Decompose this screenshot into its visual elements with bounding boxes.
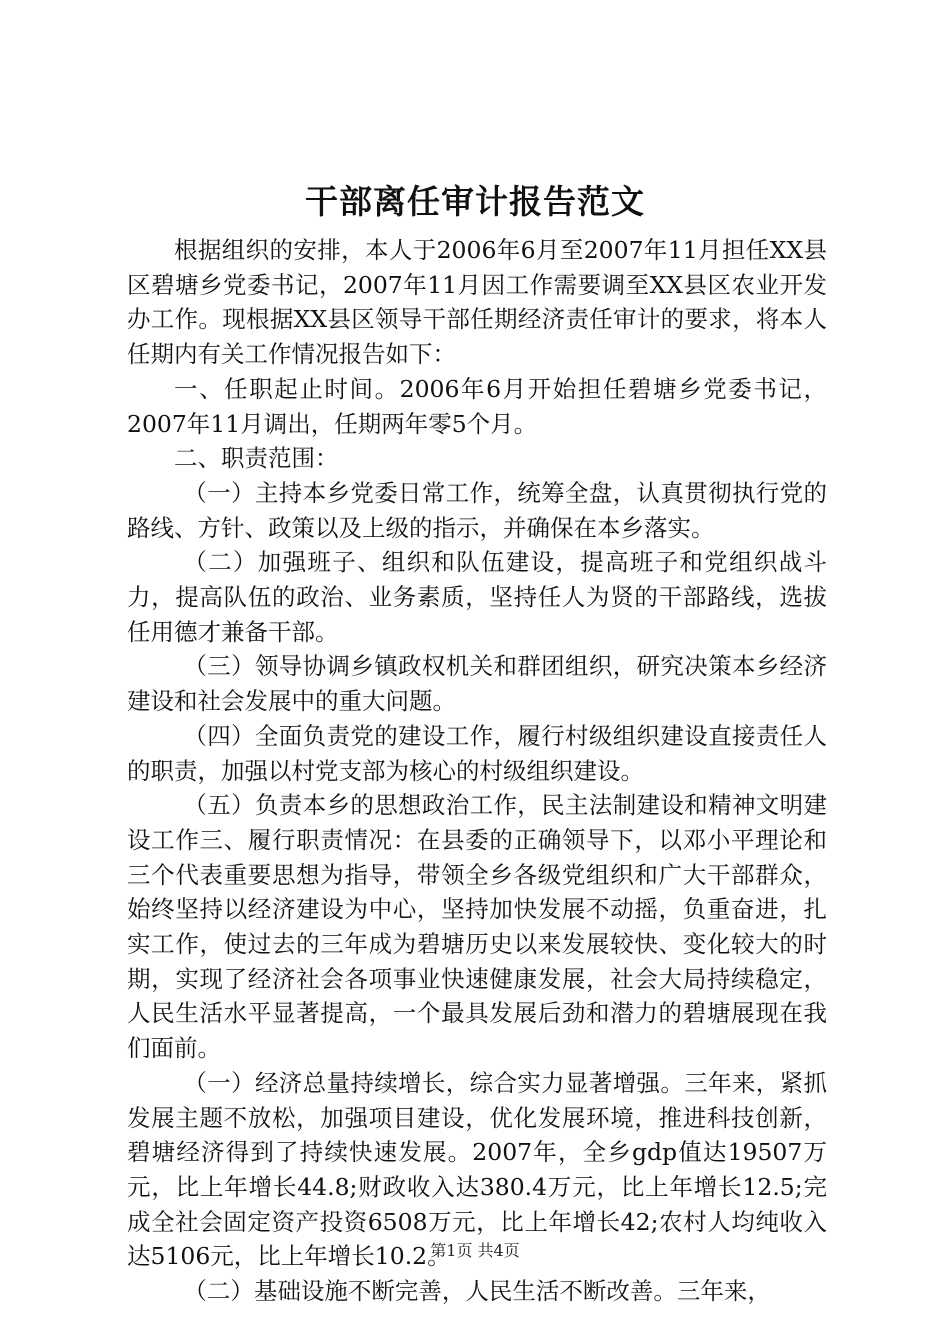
paragraph-duty-1: （一）主持本乡党委日常工作，统筹全盘，认真贯彻执行党的路线、方针、政策以及上级的指示，并确保在本乡落实。	[127, 478, 827, 542]
paragraph-duty-2: （二）加强班子、组织和队伍建设，提高班子和党组织战斗力，提高队伍的政治、业务素质，坚持任人为贤的干部路线，选拔任用德才兼备干部。	[127, 548, 827, 646]
paragraph-duty-5: （五）负责本乡的思想政治工作，民主法制建设和精神文明建设工作三、履行职责情况：在县委的正确领导下，以邓小平理论和三个代表重要思想为指导，带领全乡各级党组织和广大干部群众，始终坚持以经济建设为中心，坚持加快发展不动摇，负重奋进，扎实工作，使过去的三年成为碧塘历史以来发展较快、变化较大的时期，实现了经济社会各项事业快速健康发展，社会大局持续稳定，人民生活水平显著提高，一个最具发展后劲和潜力的碧塘展现在我们面前。	[127, 791, 827, 1063]
paragraph-duty-3: （三）领导协调乡镇政权机关和群团组织，研究决策本乡经济建设和社会发展中的重大问题。	[127, 652, 827, 716]
paragraph-economy: （一）经济总量持续增长，综合实力显著增强。三年来，紧抓发展主题不放松，加强项目建设，优化发展环境，推进科技创新，碧塘经济得到了持续快速发展。2007年，全乡gdp值达19507万元，比上年增长44.8;财政收入达380.4万元，比上年增长12.5;完成全社会固定资产投资6508万元，比上年增长42;农村人均纯收入达5106元，比上年增长10.2。	[127, 1068, 827, 1271]
paragraph-duties-heading: 二、职责范围：	[174, 444, 339, 473]
paragraph-infrastructure: （二）基础设施不断完善，人民生活不断改善。三年来，	[183, 1277, 771, 1306]
paragraph-duty-4: （四）全面负责党的建设工作，履行村级组织建设直接责任人的职责，加强以村党支部为核心的村级组织建设。	[127, 721, 827, 785]
page-number-footer: 第1页 共4页	[430, 1241, 520, 1260]
paragraph-intro: 根据组织的安排，本人于2006年6月至2007年11月担任XX县区碧塘乡党委书记，2007年11月因工作需要调至XX县区农业开发办工作。现根据XX县区领导干部任期经济责任审计的要求，将本人任期内有关工作情况报告如下：	[127, 236, 827, 369]
document-body	[127, 233, 827, 1309]
document-title: 干部离任审计报告范文	[305, 182, 645, 221]
paragraph-term: 一、任职起止时间。2006年6月开始担任碧塘乡党委书记，2007年11月调出，任期两年零5个月。	[127, 374, 827, 438]
